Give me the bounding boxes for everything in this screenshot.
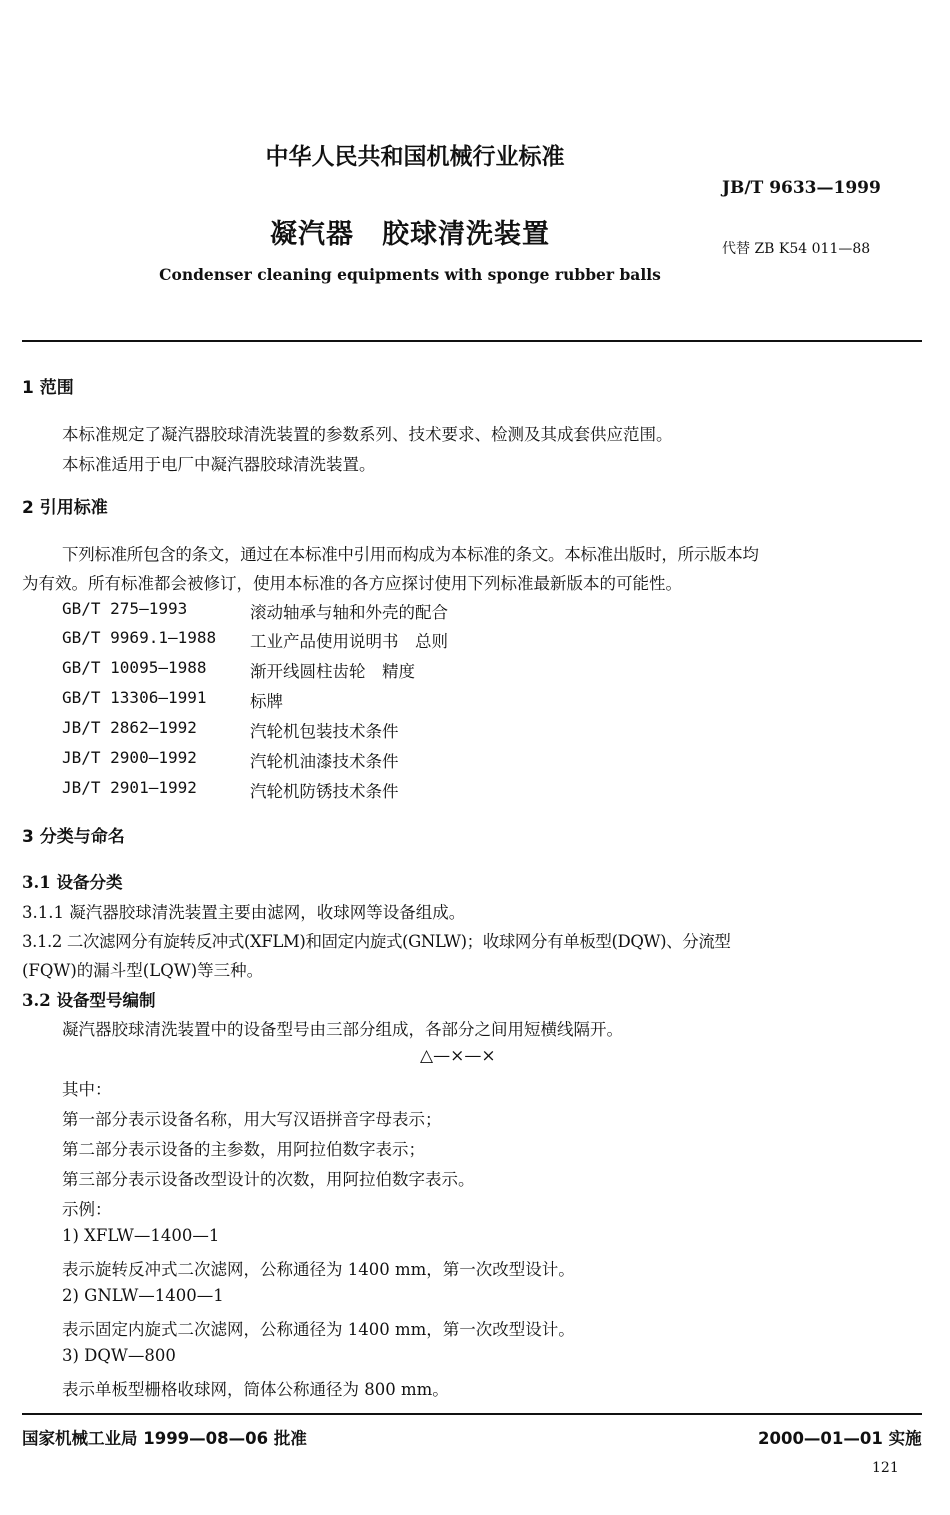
reference-code: JB/T 2900—1992: [62, 748, 197, 767]
section-3-heading: 3 分类与命名: [22, 827, 125, 847]
reference-title: 工业产品使用说明书 总则: [250, 632, 448, 651]
example-1-code: 1) XFLW—1400—1: [62, 1226, 220, 1245]
standard-number: JB/T 9633—1999: [722, 178, 881, 198]
example-3-description: 表示单板型栅格收球网，筒体公称通径为 800 mm。: [62, 1380, 449, 1399]
page-number: 121: [872, 1460, 899, 1476]
document-title-part-a: 凝汽器: [270, 219, 354, 250]
english-title: Condenser cleaning equipments with sponge rubber balls: [159, 265, 661, 284]
where-label: 其中：: [62, 1080, 112, 1099]
clause-3-1-1: 3.1.1 凝汽器胶球清洗装置主要由滤网，收球网等设备组成。: [22, 903, 466, 922]
model-part-3: 第三部分表示设备改型设计的次数，用阿拉伯数字表示。: [62, 1170, 475, 1189]
reference-code: JB/T 2862—1992: [62, 718, 197, 737]
model-part-1: 第一部分表示设备名称，用大写汉语拼音字母表示；: [62, 1110, 442, 1129]
section-2-paragraph-line-1: 下列标准所包含的条文，通过在本标准中引用而构成为本标准的条文。本标准出版时，所示版本均: [62, 545, 759, 564]
reference-title: 汽轮机油漆技术条件: [250, 752, 399, 771]
section-1-paragraph-2: 本标准适用于电厂中凝汽器胶球清洗装置。: [62, 455, 376, 474]
reference-title: 汽轮机防锈技术条件: [250, 782, 399, 801]
issuing-body-title: 中华人民共和国机械行业标准: [265, 144, 565, 170]
section-1-paragraph-1: 本标准规定了凝汽器胶球清洗装置的参数系列、技术要求、检测及其成套供应范围。: [62, 425, 673, 444]
example-label: 示例：: [62, 1200, 112, 1219]
section-1-heading: 1 范围: [22, 378, 74, 398]
replaces-standard: 代替 ZB K54 011—88: [722, 241, 871, 257]
reference-code: JB/T 2901—1992: [62, 778, 197, 797]
model-part-2: 第二部分表示设备的主参数，用阿拉伯数字表示；: [62, 1140, 425, 1159]
clause-3-2-heading: 3.2 设备型号编制: [22, 991, 156, 1010]
reference-title: 渐开线圆柱齿轮 精度: [250, 662, 415, 681]
footer-divider: [22, 1413, 922, 1415]
section-2-paragraph-line-2: 为有效。所有标准都会被修订，使用本标准的各方应探讨使用下列标准最新版本的可能性。: [22, 574, 682, 593]
approval-line: 国家机械工业局 1999—08—06 批准: [22, 1429, 307, 1448]
clause-3-1-2-line-1: 3.1.2 二次滤网分有旋转反冲式(XFLM)和固定内旋式(GNLW)；收球网分有单板型(DQW)、分流型: [22, 932, 731, 951]
reference-code: GB/T 275—1993: [62, 599, 188, 618]
document-title: [0, 212, 820, 251]
section-2-heading: 2 引用标准: [22, 498, 108, 518]
reference-title: 滚动轴承与轴和外壳的配合: [250, 603, 448, 622]
example-2-description: 表示固定内旋式二次滤网，公称通径为 1400 mm，第一次改型设计。: [62, 1320, 575, 1339]
effective-date: 2000—01—01 实施: [758, 1429, 922, 1448]
clause-3-1-2-line-2: (FQW)的漏斗型(LQW)等三种。: [22, 961, 264, 980]
reference-code: GB/T 13306—1991: [62, 688, 207, 707]
reference-code: GB/T 9969.1—1988: [62, 628, 217, 647]
example-3-code: 3) DQW—800: [62, 1346, 176, 1365]
reference-title: 标牌: [250, 692, 283, 711]
reference-code: GB/T 10095—1988: [62, 658, 207, 677]
clause-3-1-heading: 3.1 设备分类: [22, 873, 123, 892]
model-formula: △—×—×: [420, 1046, 496, 1066]
header-divider: [22, 340, 922, 342]
clause-3-2-paragraph: 凝汽器胶球清洗装置中的设备型号由三部分组成，各部分之间用短横线隔开。: [62, 1020, 623, 1039]
example-2-code: 2) GNLW—1400—1: [62, 1286, 224, 1305]
reference-title: 汽轮机包装技术条件: [250, 722, 399, 741]
example-1-description: 表示旋转反冲式二次滤网，公称通径为 1400 mm，第一次改型设计。: [62, 1260, 575, 1279]
document-title-part-b: 胶球清洗装置: [382, 219, 550, 250]
